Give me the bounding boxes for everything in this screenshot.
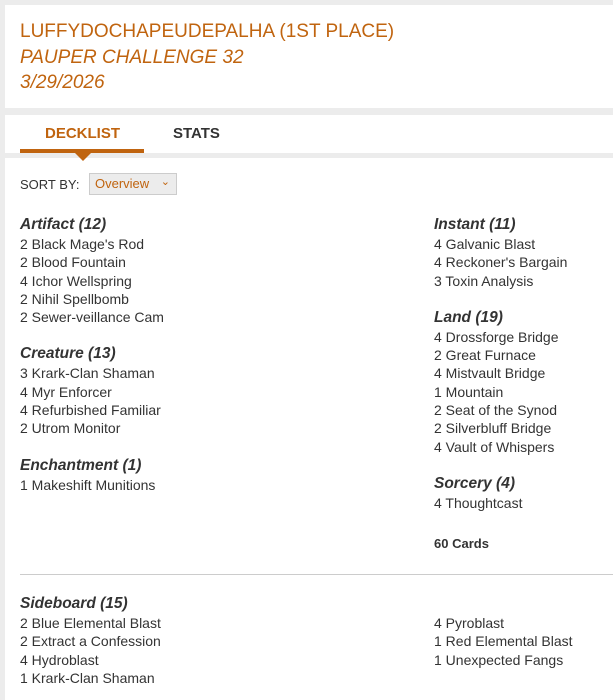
section-heading: Artifact (12) bbox=[20, 216, 107, 233]
card-entry[interactable]: 2 Utrom Monitor bbox=[20, 420, 121, 437]
card-entry[interactable]: 4 Ichor Wellspring bbox=[20, 272, 132, 289]
deck-header bbox=[5, 5, 613, 108]
card-entry[interactable]: 2 Black Mage's Rod bbox=[20, 236, 145, 252]
card-section bbox=[434, 474, 567, 512]
sideboard-card[interactable]: 4 Hydroblast bbox=[20, 651, 99, 668]
player-title: LUFFYDOCHAPEUDEPALHA (1ST PLACE) bbox=[20, 21, 395, 42]
sort-select-value: Overview bbox=[95, 176, 150, 191]
card-entry[interactable]: 2 Seat of the Synod bbox=[434, 402, 557, 419]
sideboard-heading: Sideboard (15) bbox=[20, 595, 128, 612]
sort-select[interactable] bbox=[89, 173, 177, 195]
section-heading: Enchantment (1) bbox=[20, 456, 142, 474]
sideboard-card[interactable]: 1 Red Elemental Blast bbox=[434, 633, 573, 650]
section-heading: Land (19) bbox=[434, 308, 503, 326]
card-entry[interactable]: 2 Sewer-veillance Cam bbox=[20, 309, 164, 326]
event-date: 3/29/2026 bbox=[20, 72, 105, 93]
card-entry[interactable]: 1 Makeshift Munitions bbox=[20, 476, 156, 493]
decklist-panel bbox=[5, 158, 613, 700]
card-section bbox=[20, 456, 164, 494]
section-heading: Sorcery (4) bbox=[434, 474, 515, 492]
chevron-down-icon: ⌄ bbox=[160, 176, 170, 188]
card-entry[interactable]: 4 Mistvault Bridge bbox=[434, 365, 546, 382]
card-section bbox=[20, 344, 164, 437]
active-tab-arrow-icon bbox=[75, 153, 91, 161]
card-entry[interactable]: 1 Mountain bbox=[434, 383, 504, 400]
tab-decklist[interactable]: DECKLIST bbox=[45, 125, 120, 142]
decklist-right-column bbox=[434, 215, 567, 553]
divider bbox=[20, 574, 613, 575]
card-entry[interactable]: 4 Myr Enforcer bbox=[20, 383, 112, 400]
card-entry[interactable]: 4 Drossforge Bridge bbox=[434, 328, 559, 345]
section-heading: Instant (11) bbox=[434, 216, 516, 233]
tab-stats[interactable]: STATS bbox=[173, 125, 220, 142]
card-section bbox=[434, 215, 567, 290]
card-section bbox=[434, 308, 567, 456]
card-entry[interactable]: 4 Reckoner's Bargain bbox=[434, 254, 568, 271]
card-section bbox=[20, 215, 164, 326]
section-heading: Creature (13) bbox=[20, 345, 116, 363]
sort-label: SORT BY: bbox=[20, 177, 80, 192]
sideboard-card[interactable]: 4 Pyroblast bbox=[434, 615, 505, 631]
card-entry[interactable]: 2 Blood Fountain bbox=[20, 254, 126, 271]
sideboard-left bbox=[20, 594, 161, 687]
card-entry[interactable]: 2 Silverbluff Bridge bbox=[434, 420, 552, 437]
card-entry[interactable]: 3 Krark-Clan Shaman bbox=[20, 365, 155, 382]
tab-bar bbox=[5, 115, 613, 153]
card-entry[interactable]: 4 Refurbished Familiar bbox=[20, 402, 161, 419]
decklist-left-column bbox=[20, 215, 164, 512]
card-entry[interactable]: 3 Toxin Analysis bbox=[434, 272, 534, 289]
sideboard-right bbox=[434, 614, 573, 669]
card-entry[interactable]: 4 Thoughtcast bbox=[434, 494, 523, 511]
card-entry[interactable]: 4 Galvanic Blast bbox=[434, 236, 536, 252]
card-entry[interactable]: 2 Great Furnace bbox=[434, 347, 536, 364]
sideboard-card[interactable]: 2 Extract a Confession bbox=[20, 633, 161, 650]
event-name: PAUPER CHALLENGE 32 bbox=[20, 47, 244, 68]
sideboard-card[interactable]: 1 Krark-Clan Shaman bbox=[20, 669, 155, 686]
card-entry[interactable]: 2 Nihil Spellbomb bbox=[20, 290, 129, 307]
card-entry[interactable]: 4 Vault of Whispers bbox=[434, 438, 555, 455]
sideboard-card[interactable]: 2 Blue Elemental Blast bbox=[20, 615, 161, 631]
sideboard-card[interactable]: 1 Unexpected Fangs bbox=[434, 651, 564, 668]
card-total: 60 Cards bbox=[434, 536, 489, 552]
